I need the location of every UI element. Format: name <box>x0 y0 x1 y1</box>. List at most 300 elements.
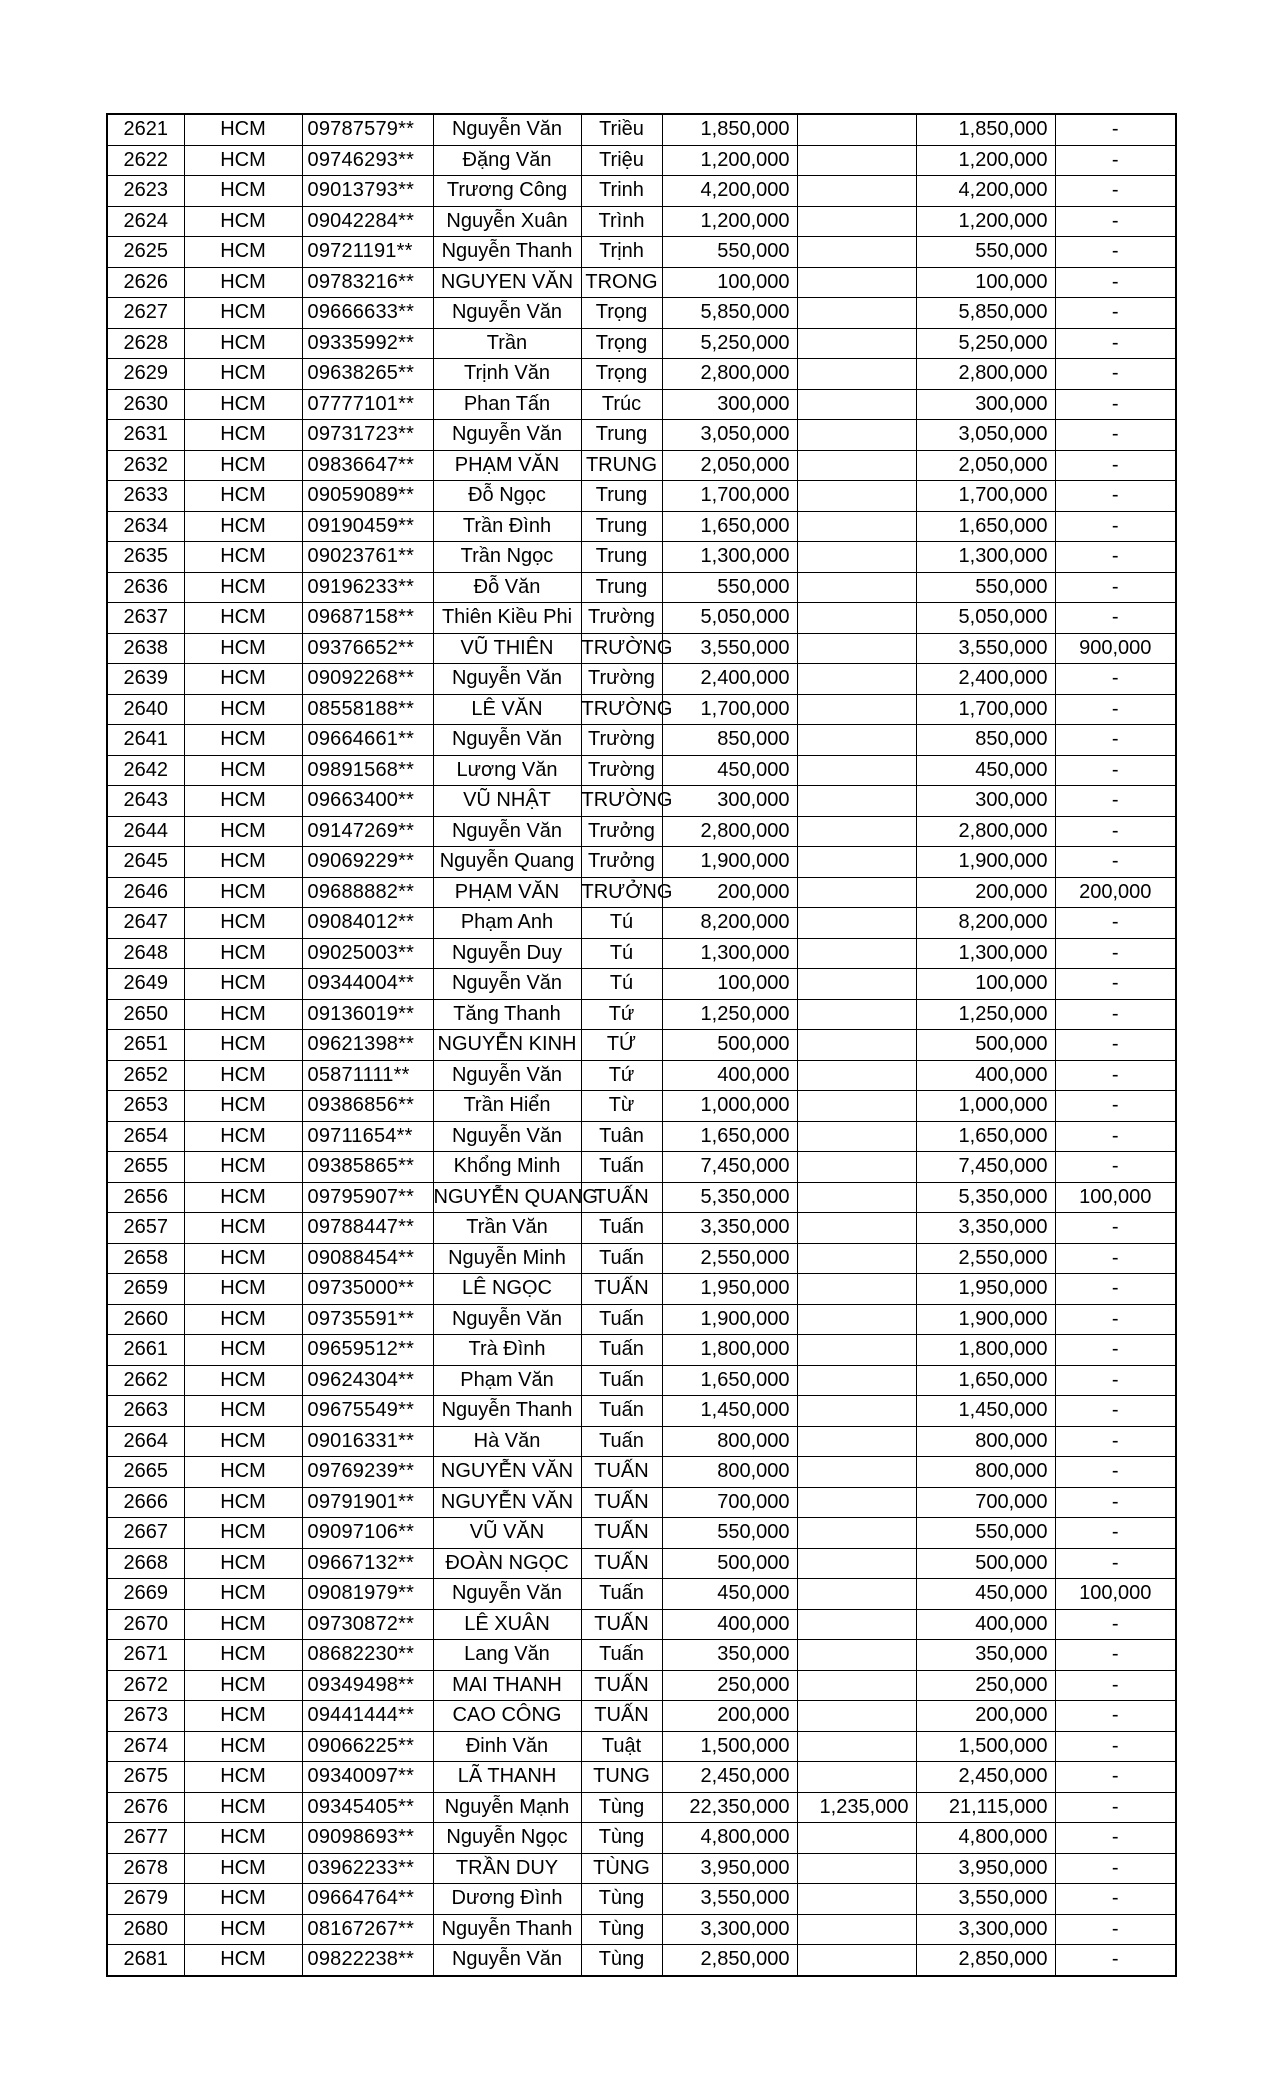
cell-net-amount: 1,500,000 <box>916 1731 1055 1762</box>
cell-extra: 100,000 <box>1055 1579 1176 1610</box>
cell-surname: Đỗ Ngọc <box>433 481 581 512</box>
cell-stt: 2632 <box>107 450 184 481</box>
cell-phone: 09675549** <box>302 1396 433 1427</box>
table-row <box>107 1396 1176 1427</box>
cell-city: HCM <box>184 1914 302 1945</box>
cell-extra: 100,000 <box>1055 1182 1176 1213</box>
cell-deduction <box>797 1274 916 1305</box>
cell-net-amount: 200,000 <box>916 877 1055 908</box>
cell-given-name: Trường <box>581 664 662 695</box>
cell-stt: 2640 <box>107 694 184 725</box>
cell-phone: 09783216** <box>302 267 433 298</box>
cell-stt: 2631 <box>107 420 184 451</box>
cell-amount: 1,800,000 <box>662 1335 797 1366</box>
cell-surname: PHẠM VĂN <box>433 450 581 481</box>
cell-deduction <box>797 1884 916 1915</box>
cell-stt: 2658 <box>107 1243 184 1274</box>
cell-given-name: TUẤN <box>581 1701 662 1732</box>
cell-phone: 09025003** <box>302 938 433 969</box>
cell-phone: 09088454** <box>302 1243 433 1274</box>
cell-net-amount: 2,550,000 <box>916 1243 1055 1274</box>
cell-amount: 550,000 <box>662 572 797 603</box>
cell-deduction <box>797 145 916 176</box>
cell-deduction <box>797 1213 916 1244</box>
cell-net-amount: 5,850,000 <box>916 298 1055 329</box>
table-row <box>107 1731 1176 1762</box>
cell-phone: 05871111** <box>302 1060 433 1091</box>
cell-deduction <box>797 786 916 817</box>
table-row <box>107 1823 1176 1854</box>
cell-city: HCM <box>184 1853 302 1884</box>
cell-deduction <box>797 633 916 664</box>
cell-extra: - <box>1055 999 1176 1030</box>
cell-stt: 2633 <box>107 481 184 512</box>
cell-extra: - <box>1055 114 1176 145</box>
cell-given-name: Tùng <box>581 1914 662 1945</box>
table-row <box>107 664 1176 695</box>
cell-amount: 2,800,000 <box>662 359 797 390</box>
cell-stt: 2659 <box>107 1274 184 1305</box>
cell-city: HCM <box>184 267 302 298</box>
cell-stt: 2644 <box>107 816 184 847</box>
cell-extra: - <box>1055 1457 1176 1488</box>
cell-city: HCM <box>184 1548 302 1579</box>
cell-deduction <box>797 847 916 878</box>
cell-city: HCM <box>184 298 302 329</box>
cell-net-amount: 3,050,000 <box>916 420 1055 451</box>
cell-city: HCM <box>184 572 302 603</box>
cell-deduction <box>797 877 916 908</box>
cell-stt: 2646 <box>107 877 184 908</box>
table-row <box>107 1792 1176 1823</box>
cell-city: HCM <box>184 1091 302 1122</box>
cell-stt: 2661 <box>107 1335 184 1366</box>
cell-city: HCM <box>184 389 302 420</box>
cell-net-amount: 1,700,000 <box>916 694 1055 725</box>
cell-stt: 2634 <box>107 511 184 542</box>
cell-deduction <box>797 1182 916 1213</box>
cell-given-name: TUẤN <box>581 1548 662 1579</box>
cell-given-name: TUẤN <box>581 1182 662 1213</box>
cell-net-amount: 2,800,000 <box>916 359 1055 390</box>
cell-net-amount: 300,000 <box>916 786 1055 817</box>
cell-phone: 09136019** <box>302 999 433 1030</box>
cell-surname: LÊ VĂN <box>433 694 581 725</box>
cell-phone: 09345405** <box>302 1792 433 1823</box>
cell-deduction <box>797 206 916 237</box>
cell-given-name: Trúc <box>581 389 662 420</box>
cell-city: HCM <box>184 999 302 1030</box>
cell-amount: 2,800,000 <box>662 816 797 847</box>
cell-given-name: TUẤN <box>581 1487 662 1518</box>
cell-surname: Nguyễn Văn <box>433 1945 581 1976</box>
cell-given-name: Tùng <box>581 1823 662 1854</box>
cell-amount: 1,700,000 <box>662 481 797 512</box>
cell-extra: - <box>1055 1030 1176 1061</box>
cell-phone: 09624304** <box>302 1365 433 1396</box>
cell-net-amount: 1,000,000 <box>916 1091 1055 1122</box>
cell-net-amount: 1,300,000 <box>916 542 1055 573</box>
cell-phone: 09066225** <box>302 1731 433 1762</box>
cell-deduction <box>797 572 916 603</box>
cell-given-name: Trưởng <box>581 816 662 847</box>
cell-city: HCM <box>184 969 302 1000</box>
cell-surname: Khổng Minh <box>433 1152 581 1183</box>
cell-phone: 09666633** <box>302 298 433 329</box>
cell-surname: LÊ XUÂN <box>433 1609 581 1640</box>
cell-surname: Nguyễn Ngọc <box>433 1823 581 1854</box>
cell-extra: - <box>1055 267 1176 298</box>
cell-surname: Nguyễn Văn <box>433 1060 581 1091</box>
cell-extra: - <box>1055 1335 1176 1366</box>
cell-net-amount: 4,800,000 <box>916 1823 1055 1854</box>
cell-net-amount: 550,000 <box>916 1518 1055 1549</box>
cell-amount: 3,550,000 <box>662 1884 797 1915</box>
cell-amount: 4,800,000 <box>662 1823 797 1854</box>
cell-given-name: Trung <box>581 572 662 603</box>
cell-phone: 09891568** <box>302 755 433 786</box>
cell-extra: - <box>1055 237 1176 268</box>
cell-city: HCM <box>184 725 302 756</box>
cell-extra: 900,000 <box>1055 633 1176 664</box>
table-row <box>107 511 1176 542</box>
cell-deduction <box>797 359 916 390</box>
cell-city: HCM <box>184 1792 302 1823</box>
cell-net-amount: 3,350,000 <box>916 1213 1055 1244</box>
cell-surname: Nguyễn Thanh <box>433 237 581 268</box>
cell-given-name: Trưởng <box>581 847 662 878</box>
table-row <box>107 176 1176 207</box>
cell-given-name: Tùng <box>581 1792 662 1823</box>
cell-amount: 3,350,000 <box>662 1213 797 1244</box>
cell-stt: 2649 <box>107 969 184 1000</box>
cell-deduction <box>797 999 916 1030</box>
cell-given-name: Trường <box>581 725 662 756</box>
cell-surname: Nguyễn Quang <box>433 847 581 878</box>
cell-net-amount: 4,200,000 <box>916 176 1055 207</box>
cell-extra: - <box>1055 1762 1176 1793</box>
cell-city: HCM <box>184 877 302 908</box>
cell-stt: 2668 <box>107 1548 184 1579</box>
cell-city: HCM <box>184 206 302 237</box>
cell-phone: 09340097** <box>302 1762 433 1793</box>
cell-stt: 2660 <box>107 1304 184 1335</box>
cell-net-amount: 300,000 <box>916 389 1055 420</box>
cell-net-amount: 1,450,000 <box>916 1396 1055 1427</box>
cell-city: HCM <box>184 1579 302 1610</box>
cell-extra: - <box>1055 1274 1176 1305</box>
cell-net-amount: 1,950,000 <box>916 1274 1055 1305</box>
cell-city: HCM <box>184 633 302 664</box>
cell-deduction <box>797 1914 916 1945</box>
cell-amount: 3,550,000 <box>662 633 797 664</box>
cell-given-name: Triều <box>581 114 662 145</box>
cell-stt: 2662 <box>107 1365 184 1396</box>
cell-surname: VŨ THIÊN <box>433 633 581 664</box>
cell-deduction <box>797 1152 916 1183</box>
cell-given-name: TRƯỜNG <box>581 633 662 664</box>
cell-city: HCM <box>184 694 302 725</box>
cell-phone: 08167267** <box>302 1914 433 1945</box>
cell-surname: Nguyễn Văn <box>433 1304 581 1335</box>
table-row <box>107 1701 1176 1732</box>
cell-deduction <box>797 1304 916 1335</box>
cell-net-amount: 1,200,000 <box>916 206 1055 237</box>
cell-phone: 07777101** <box>302 389 433 420</box>
cell-deduction <box>797 1091 916 1122</box>
cell-amount: 800,000 <box>662 1426 797 1457</box>
cell-amount: 5,050,000 <box>662 603 797 634</box>
cell-given-name: Tuân <box>581 1121 662 1152</box>
cell-amount: 1,950,000 <box>662 1274 797 1305</box>
cell-phone: 09687158** <box>302 603 433 634</box>
cell-stt: 2672 <box>107 1670 184 1701</box>
cell-stt: 2677 <box>107 1823 184 1854</box>
cell-city: HCM <box>184 1487 302 1518</box>
cell-surname: Trần Ngọc <box>433 542 581 573</box>
cell-phone: 09344004** <box>302 969 433 1000</box>
cell-stt: 2630 <box>107 389 184 420</box>
cell-stt: 2641 <box>107 725 184 756</box>
cell-net-amount: 1,800,000 <box>916 1335 1055 1366</box>
cell-net-amount: 850,000 <box>916 725 1055 756</box>
cell-amount: 1,200,000 <box>662 206 797 237</box>
cell-phone: 09731723** <box>302 420 433 451</box>
cell-surname: Nguyễn Duy <box>433 938 581 969</box>
cell-surname: Trần Đình <box>433 511 581 542</box>
cell-stt: 2664 <box>107 1426 184 1457</box>
cell-extra: - <box>1055 1091 1176 1122</box>
cell-given-name: Tuấn <box>581 1213 662 1244</box>
cell-amount: 1,200,000 <box>662 145 797 176</box>
cell-city: HCM <box>184 1213 302 1244</box>
table-row <box>107 1121 1176 1152</box>
cell-amount: 3,050,000 <box>662 420 797 451</box>
cell-surname: Đỗ Văn <box>433 572 581 603</box>
cell-amount: 850,000 <box>662 725 797 756</box>
cell-city: HCM <box>184 420 302 451</box>
cell-city: HCM <box>184 237 302 268</box>
cell-phone: 09721191** <box>302 237 433 268</box>
cell-given-name: TRƯỜNG <box>581 786 662 817</box>
cell-city: HCM <box>184 1731 302 1762</box>
cell-extra: - <box>1055 969 1176 1000</box>
table-row <box>107 1579 1176 1610</box>
cell-phone: 09621398** <box>302 1030 433 1061</box>
table-row <box>107 633 1176 664</box>
cell-city: HCM <box>184 114 302 145</box>
cell-surname: VŨ NHẬT <box>433 786 581 817</box>
cell-stt: 2629 <box>107 359 184 390</box>
cell-given-name: Tùng <box>581 1884 662 1915</box>
cell-phone: 09097106** <box>302 1518 433 1549</box>
cell-surname: Trần Văn <box>433 1213 581 1244</box>
cell-net-amount: 1,900,000 <box>916 1304 1055 1335</box>
table-row <box>107 1670 1176 1701</box>
cell-phone: 09042284** <box>302 206 433 237</box>
cell-phone: 09638265** <box>302 359 433 390</box>
cell-net-amount: 550,000 <box>916 237 1055 268</box>
cell-city: HCM <box>184 1243 302 1274</box>
cell-phone: 09788447** <box>302 1213 433 1244</box>
cell-extra: - <box>1055 1609 1176 1640</box>
cell-deduction <box>797 1640 916 1671</box>
cell-phone: 09730872** <box>302 1609 433 1640</box>
cell-net-amount: 3,550,000 <box>916 633 1055 664</box>
cell-surname: Phạm Văn <box>433 1365 581 1396</box>
cell-deduction <box>797 114 916 145</box>
cell-given-name: Tứ <box>581 999 662 1030</box>
table-row <box>107 572 1176 603</box>
cell-amount: 2,400,000 <box>662 664 797 695</box>
table-row <box>107 420 1176 451</box>
cell-amount: 2,450,000 <box>662 1762 797 1793</box>
cell-deduction <box>797 1579 916 1610</box>
cell-surname: NGUYỄN QUANG <box>433 1182 581 1213</box>
cell-surname: Lang Văn <box>433 1640 581 1671</box>
cell-extra: - <box>1055 694 1176 725</box>
table-row <box>107 786 1176 817</box>
cell-phone: 09822238** <box>302 1945 433 1976</box>
cell-amount: 1,900,000 <box>662 1304 797 1335</box>
table-row <box>107 359 1176 390</box>
cell-amount: 1,650,000 <box>662 1365 797 1396</box>
table-row <box>107 877 1176 908</box>
cell-extra: - <box>1055 1640 1176 1671</box>
cell-net-amount: 5,350,000 <box>916 1182 1055 1213</box>
table-row <box>107 1609 1176 1640</box>
cell-net-amount: 400,000 <box>916 1609 1055 1640</box>
cell-deduction <box>797 267 916 298</box>
cell-amount: 300,000 <box>662 786 797 817</box>
cell-given-name: Trình <box>581 206 662 237</box>
cell-surname: Hà Văn <box>433 1426 581 1457</box>
cell-extra: - <box>1055 328 1176 359</box>
cell-phone: 09791901** <box>302 1487 433 1518</box>
cell-city: HCM <box>184 511 302 542</box>
cell-amount: 500,000 <box>662 1548 797 1579</box>
cell-amount: 700,000 <box>662 1487 797 1518</box>
cell-deduction <box>797 938 916 969</box>
cell-extra: - <box>1055 481 1176 512</box>
cell-stt: 2654 <box>107 1121 184 1152</box>
table-row <box>107 450 1176 481</box>
cell-deduction <box>797 755 916 786</box>
cell-stt: 2638 <box>107 633 184 664</box>
cell-extra: - <box>1055 1548 1176 1579</box>
cell-deduction <box>797 511 916 542</box>
cell-amount: 400,000 <box>662 1609 797 1640</box>
cell-extra: - <box>1055 725 1176 756</box>
cell-amount: 5,350,000 <box>662 1182 797 1213</box>
cell-surname: NGUYỄN VĂN <box>433 1457 581 1488</box>
cell-deduction <box>797 1335 916 1366</box>
table-row <box>107 969 1176 1000</box>
cell-net-amount: 550,000 <box>916 572 1055 603</box>
cell-phone: 09386856** <box>302 1091 433 1122</box>
cell-extra: 200,000 <box>1055 877 1176 908</box>
table-row <box>107 755 1176 786</box>
cell-city: HCM <box>184 786 302 817</box>
table-row <box>107 206 1176 237</box>
cell-deduction <box>797 908 916 939</box>
cell-phone: 09092268** <box>302 664 433 695</box>
cell-surname: Nguyễn Thanh <box>433 1914 581 1945</box>
cell-amount: 350,000 <box>662 1640 797 1671</box>
cell-phone: 08682230** <box>302 1640 433 1671</box>
cell-surname: Nguyễn Văn <box>433 969 581 1000</box>
cell-phone: 09746293** <box>302 145 433 176</box>
table-row <box>107 1640 1176 1671</box>
cell-surname: Nguyễn Xuân <box>433 206 581 237</box>
cell-deduction <box>797 1518 916 1549</box>
table-row <box>107 1853 1176 1884</box>
cell-extra: - <box>1055 359 1176 390</box>
cell-net-amount: 2,400,000 <box>916 664 1055 695</box>
table-row <box>107 145 1176 176</box>
table-row <box>107 908 1176 939</box>
cell-extra: - <box>1055 145 1176 176</box>
cell-surname: Trịnh Văn <box>433 359 581 390</box>
cell-given-name: TUẤN <box>581 1518 662 1549</box>
cell-extra: - <box>1055 1914 1176 1945</box>
cell-net-amount: 1,200,000 <box>916 145 1055 176</box>
cell-given-name: Tuật <box>581 1731 662 1762</box>
cell-deduction <box>797 237 916 268</box>
cell-city: HCM <box>184 1823 302 1854</box>
cell-stt: 2651 <box>107 1030 184 1061</box>
cell-phone: 08558188** <box>302 694 433 725</box>
table-row <box>107 1884 1176 1915</box>
cell-deduction <box>797 1060 916 1091</box>
cell-surname: Nguyễn Văn <box>433 816 581 847</box>
cell-amount: 22,350,000 <box>662 1792 797 1823</box>
cell-extra: - <box>1055 603 1176 634</box>
cell-city: HCM <box>184 1609 302 1640</box>
cell-extra: - <box>1055 1304 1176 1335</box>
table-row <box>107 1487 1176 1518</box>
cell-extra: - <box>1055 1792 1176 1823</box>
table-row <box>107 1274 1176 1305</box>
cell-city: HCM <box>184 1762 302 1793</box>
cell-amount: 1,650,000 <box>662 511 797 542</box>
cell-city: HCM <box>184 328 302 359</box>
cell-deduction <box>797 1701 916 1732</box>
cell-net-amount: 1,250,000 <box>916 999 1055 1030</box>
cell-net-amount: 100,000 <box>916 267 1055 298</box>
cell-given-name: Trung <box>581 542 662 573</box>
cell-phone: 09376652** <box>302 633 433 664</box>
cell-stt: 2627 <box>107 298 184 329</box>
cell-deduction <box>797 1426 916 1457</box>
cell-stt: 2653 <box>107 1091 184 1122</box>
cell-given-name: Tuấn <box>581 1426 662 1457</box>
cell-given-name: Tuấn <box>581 1304 662 1335</box>
cell-net-amount: 3,950,000 <box>916 1853 1055 1884</box>
cell-given-name: TRUNG <box>581 450 662 481</box>
cell-surname: PHẠM VĂN <box>433 877 581 908</box>
cell-given-name: Tùng <box>581 1945 662 1976</box>
cell-stt: 2666 <box>107 1487 184 1518</box>
cell-net-amount: 5,250,000 <box>916 328 1055 359</box>
cell-phone: 09023761** <box>302 542 433 573</box>
cell-phone: 09098693** <box>302 1823 433 1854</box>
cell-amount: 1,450,000 <box>662 1396 797 1427</box>
cell-deduction <box>797 725 916 756</box>
cell-net-amount: 450,000 <box>916 1579 1055 1610</box>
table-row <box>107 1152 1176 1183</box>
cell-phone: 09069229** <box>302 847 433 878</box>
